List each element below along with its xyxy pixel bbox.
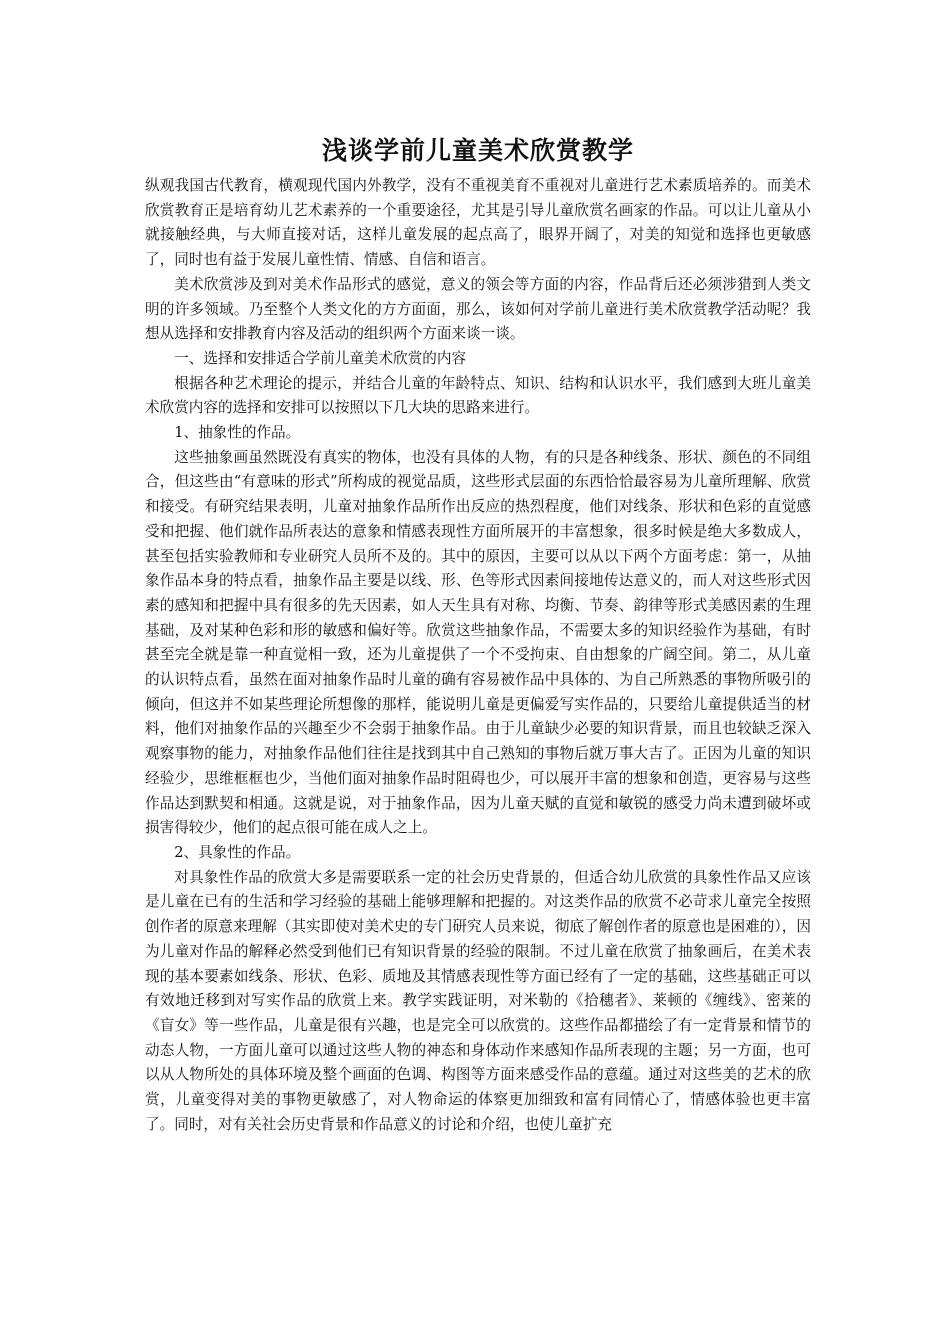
body-paragraph: 对具象性作品的欣赏大多是需要联系一定的社会历史背景的，但适合幼儿欣赏的具象性作品又应该是儿童在已有的生活和学习经验的基础上能够理解和把握的。对这类作品的欣赏不必苛求儿童完全按照创作者的原意来理解（其实即使对美术史的专门研究人员来说，彻底了解创作者的原意也是困难的），因为儿童对作品的解释必然受到他们已有知识背景的经验的限制。不过儿童在欣赏了抽象画后，在美术表现的基本要素如线条、形状、色彩、质地及其情感表现性等方面已经有了一定的基础，这些基础正可以有效地迁移到对写实作品的欣赏上来。教学实践证明，对米勒的《拾穗者》、莱顿的《缠线》、密莱的《盲女》等一些作品，儿童是很有兴趣，也是完全可以欣赏的。这些作品都描绘了有一定背景和情节的动态人物，一方面儿童可以通过这些人物的神态和身体动作来感知作品所表现的主题；另一方面，也可以从人物所处的具体环境及整个画面的色调、构图等方面来感受作品的意蕴。通过对这些美的艺术的欣赏，儿童变得对美的事物更敏感了，对人物命运的体察更加细致和富有同情心了，情感体验也更丰富了。同时，对有关社会历史背景和作品意义的讨论和介绍，也使儿童扩充 bbox=[145, 868, 811, 1133]
paragraph-list bbox=[145, 174, 811, 1137]
body-paragraph: 根据各种艺术理论的提示，并结合儿童的年龄特点、知识、结构和认识水平，我们感到大班儿童美术欣赏内容的选择和安排可以按照以下几大块的思路来进行。 bbox=[145, 374, 811, 417]
body-paragraph: 1、抽象性的作品。 bbox=[174, 424, 301, 442]
document-title: 浅谈学前儿童美术欣赏教学 bbox=[321, 136, 634, 165]
body-paragraph: 美术欣赏涉及到对美术作品形式的感觉，意义的领会等方面的内容，作品背后还必须涉猎到人类文明的许多领域。乃至整个人类文化的方方面面，那么，该如何对学前儿童进行美术欣赏教学活动呢？我想从选择和安排教育内容及活动的组织两个方面来谈一谈。 bbox=[145, 275, 811, 343]
body-paragraph: 2、具象性的作品。 bbox=[174, 843, 301, 861]
body-paragraph: 纵观我国古代教育，横观现代国内外教学，没有不重视美育不重视对儿童进行艺术素质培养的。而美术欣赏教育正是培育幼儿艺术素养的一个重要途径，尤其是引导儿童欣赏名画家的作品。可以让儿童从小就接触经典，与大师直接对话，这样儿童发展的起点高了，眼界开阔了，对美的知觉和选择也更敏感了，同时也有益于发展儿童性情、情感、自信和语言。 bbox=[145, 177, 811, 269]
document-body bbox=[145, 132, 811, 1137]
body-paragraph: 一、选择和安排适合学前儿童美术欣赏的内容 bbox=[174, 349, 467, 367]
body-paragraph: 这些抽象画虽然既没有真实的物体，也没有具体的人物，有的只是各种线条、形状、颜色的不同组合，但这些由“有意味的形式”所构成的视觉品质，这些形式层面的东西恰恰最容易为儿童所理解、欣赏和接受。有研究结果表明，儿童对抽象作品所作出反应的热烈程度，他们对线条、形状和色彩的直觉感受和把握、他们就作品所表达的意象和情感表现性方面所展开的丰富想象，很多时候是绝大多数成人，甚至包括实验教师和专业研究人员所不及的。其中的原因，主要可以从以下两个方面考虑：第一，从抽象作品本身的特点看，抽象作品主要是以线、形、色等形式因素间接地传达意义的，而人对这些形式因素的感知和把握中具有很多的先天因素，如人天生具有对称、均衡、节奏、韵律等形式美感因素的生理基础，及对某种色彩和形的敏感和偏好等。欣赏这些抽象作品，不需要太多的知识经验作为基础，有时甚至完全就是靠一种直觉相一致，还为儿童提供了一个不受拘束、自由想象的广阔空间。第二，从儿童的认识特点看，虽然在面对抽象作品时儿童的确有容易被作品中具体的、为自己所熟悉的事物所吸引的倾向，但这并不如某些理论所想像的那样，能说明儿童是更偏爱写实作品的，只要给儿童提供适当的材料，他们对抽象作品的兴趣至少不会弱于抽象作品。由于儿童缺少必要的知识背景，而且也较缺乏深入观察事物的能力，对抽象作品他们往往是找到其中自己熟知的事物后就万事大吉了。正因为儿童的知识经验少，思维框框也少，当他们面对抽象作品时阻碍也少，可以展开丰富的想象和创造，更容易与这些作品达到默契和相通。这就是说，对于抽象作品，因为儿童天赋的直觉和敏锐的感受力尚未遭到破坏或损害得较少，他们的起点很可能在成人之上。 bbox=[145, 448, 811, 837]
